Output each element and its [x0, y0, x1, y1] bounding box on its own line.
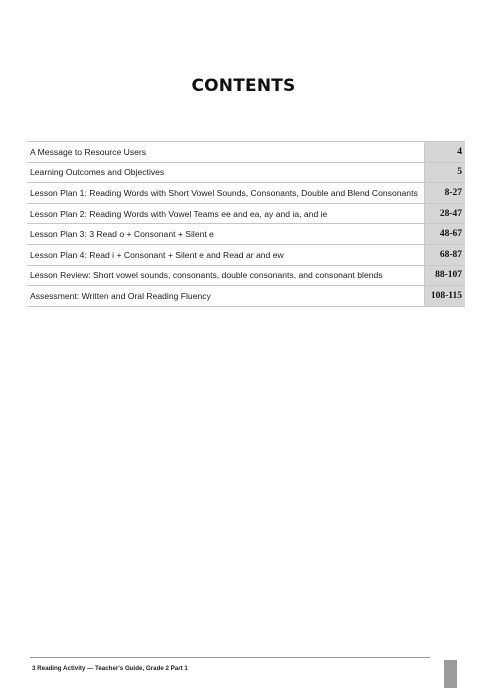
contents-row — [27, 244, 465, 265]
contents-row — [27, 286, 465, 307]
contents-row — [27, 265, 465, 286]
footer-page-tab — [444, 660, 457, 688]
contents-entry: Lesson Review: Short vowel sounds, consonants, double consonants, and consonant blends — [27, 265, 425, 286]
contents-row — [27, 183, 465, 204]
contents-entry: Lesson Plan 2: Reading Words with Vowel Teams ee and ea, ay and ia, and ie — [27, 203, 425, 224]
footer-text: 3 Reading Activity — Teacher's Guide, Grade 2 Part 1 — [32, 665, 188, 672]
contents-entry: Assessment: Written and Oral Reading Fluency — [27, 286, 425, 307]
contents-entry: Lesson Plan 3: 3 Read o + Consonant + Silent e — [27, 224, 425, 245]
page-title: CONTENTS — [191, 76, 296, 96]
contents-entry: A Message to Resource Users — [27, 142, 425, 163]
footer-divider — [30, 657, 430, 658]
contents-page-number: 4 — [425, 142, 466, 163]
contents-row — [27, 203, 465, 224]
contents-row — [27, 162, 465, 183]
contents-entry: Lesson Plan 1: Reading Words with Short Vowel Sounds, Consonants, Double and Blend Consonants — [27, 183, 425, 204]
contents-page-number: 88-107 — [425, 265, 466, 286]
contents-row — [27, 142, 465, 163]
contents-page-number: 28-47 — [425, 203, 466, 224]
contents-page-number: 68-87 — [425, 244, 466, 265]
contents-entry: Learning Outcomes and Objectives — [27, 162, 425, 183]
contents-page-number: 8-27 — [425, 183, 466, 204]
contents-entry: Lesson Plan 4: Read i + Consonant + Silent e and Read ar and ew — [27, 244, 425, 265]
contents-row — [27, 224, 465, 245]
contents-page-number: 5 — [425, 162, 466, 183]
contents-table — [27, 141, 465, 307]
contents-page-number: 48-67 — [425, 224, 466, 245]
contents-page-number: 108-115 — [425, 286, 466, 307]
